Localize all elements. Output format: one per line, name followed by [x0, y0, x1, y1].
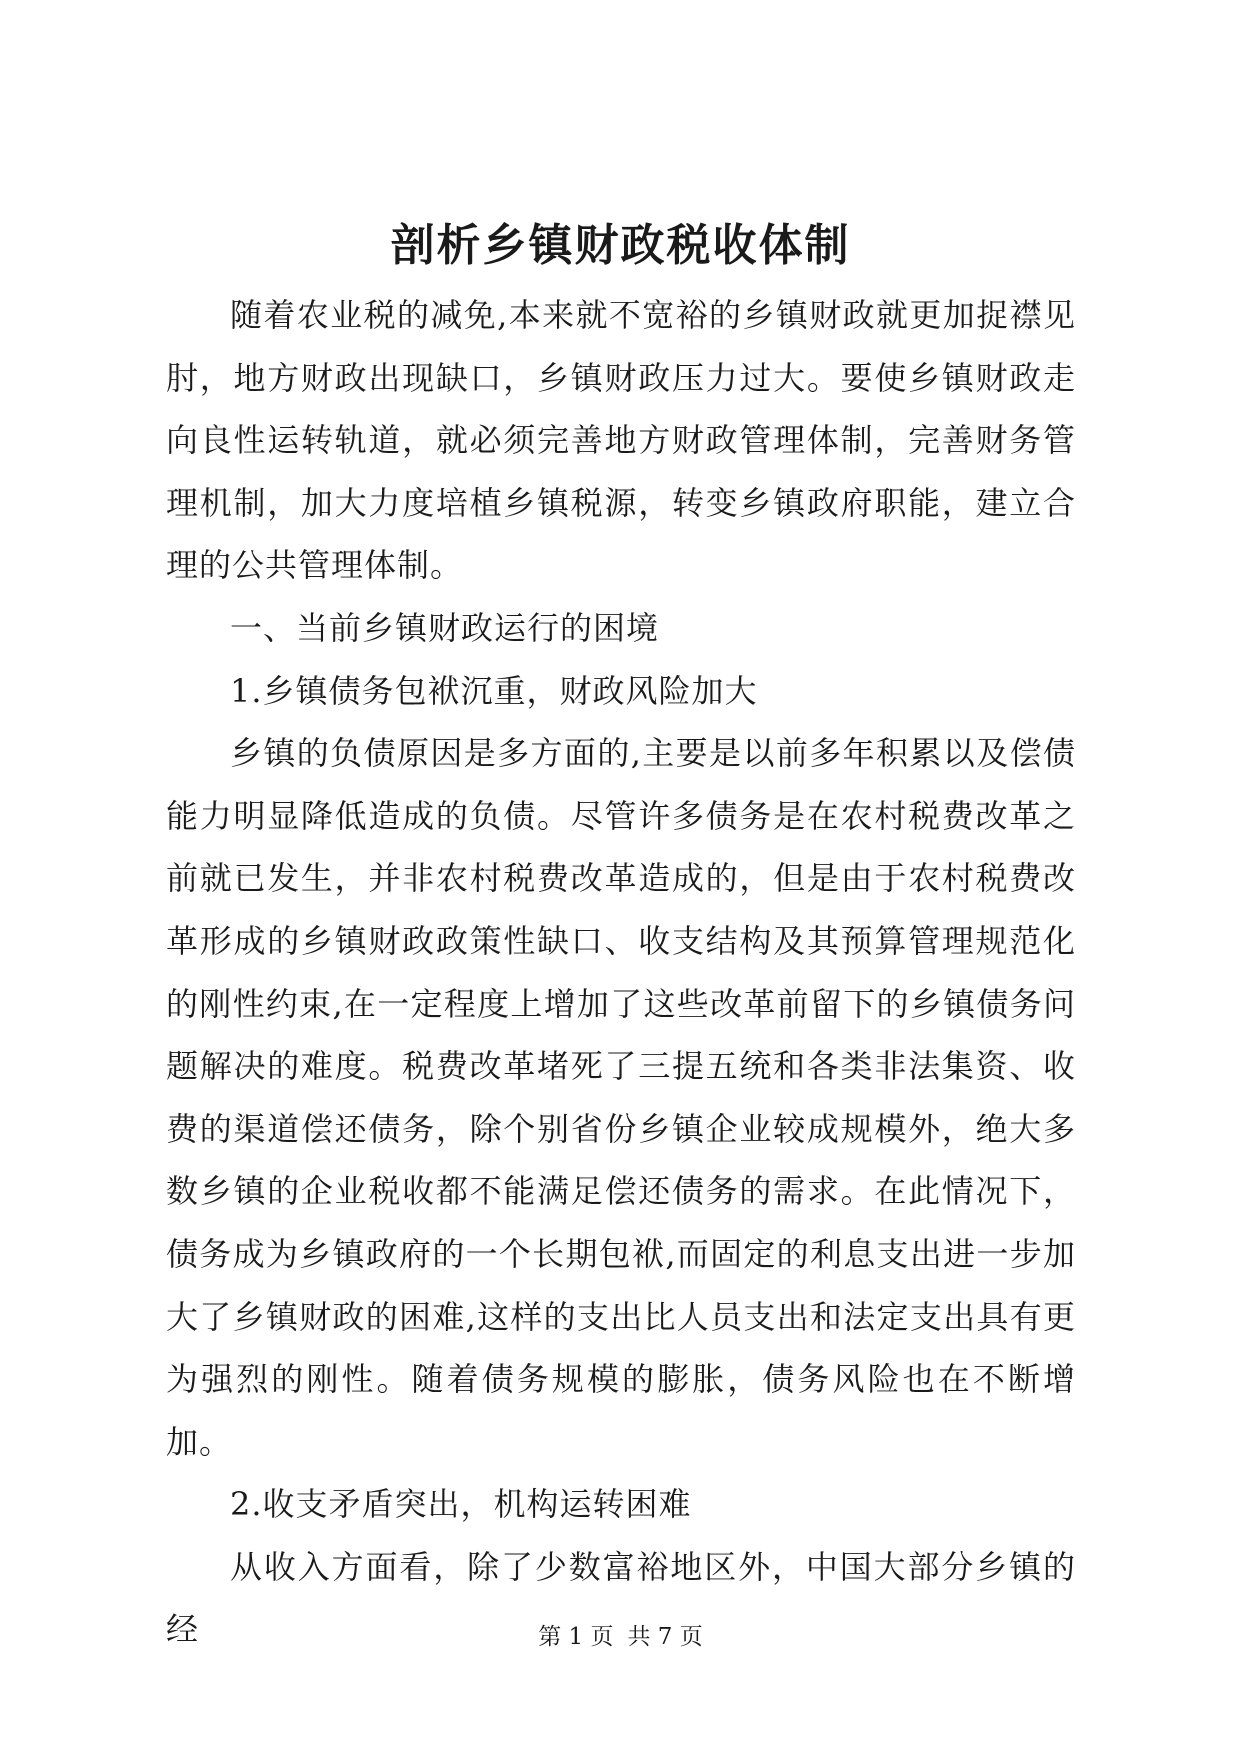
paragraph-debt: 乡镇的负债原因是多方面的,主要是以前多年积累以及偿债能力明显降低造成的负债。尽管许多债务是在农村税费改革之前就已发生，并非农村税费改革造成的，但是由于农村税费改革形成的乡镇财政政策性缺口、收支结构及其预算管理规范化的刚性约束,在一定程度上增加了这些改革前留下的乡镇债务问题解决的难度。税费改革堵死了三提五统和各类非法集资、收费的渠道偿还债务，除个别省份乡镇企业较成规模外，绝大多数乡镇的企业税收都不能满足偿还债务的需求。在此情况下，债务成为乡镇政府的一个长期包袱,而固定的利息支出进一步加大了乡镇财政的困难,这样的支出比人员支出和法定支出具有更为强烈的刚性。随着债务规模的膨胀，债务风险也在不断增加。 — [166, 734, 1076, 1461]
document-body — [166, 284, 1076, 1661]
page-footer — [0, 1622, 1241, 1652]
document-title: 剖析乡镇财政税收体制 — [390, 220, 851, 271]
paragraph-revenue: 从收入方面看，除了少数富裕地区外，中国大部分乡镇的经 — [166, 1547, 1076, 1649]
page-number: 第 1 页 — [538, 1624, 614, 1650]
subsection-heading-1: 1.乡镇债务包袱沉重，财政风险加大 — [230, 671, 758, 710]
paragraph-intro: 随着农业税的减免,本来就不宽裕的乡镇财政就更加捉襟见肘，地方财政出现缺口，乡镇财政压力过大。要使乡镇财政走向良性运转轨道，就必须完善地方财政管理体制，完善财务管理机制，加大力度培植乡镇税源，转变乡镇政府职能，建立合理的公共管理体制。 — [166, 296, 1076, 585]
subsection-heading-2: 2.收支矛盾突出，机构运转困难 — [230, 1485, 692, 1524]
page-total: 共 7 页 — [627, 1624, 703, 1650]
section-heading-1: 一、当前乡镇财政运行的困境 — [230, 608, 660, 647]
